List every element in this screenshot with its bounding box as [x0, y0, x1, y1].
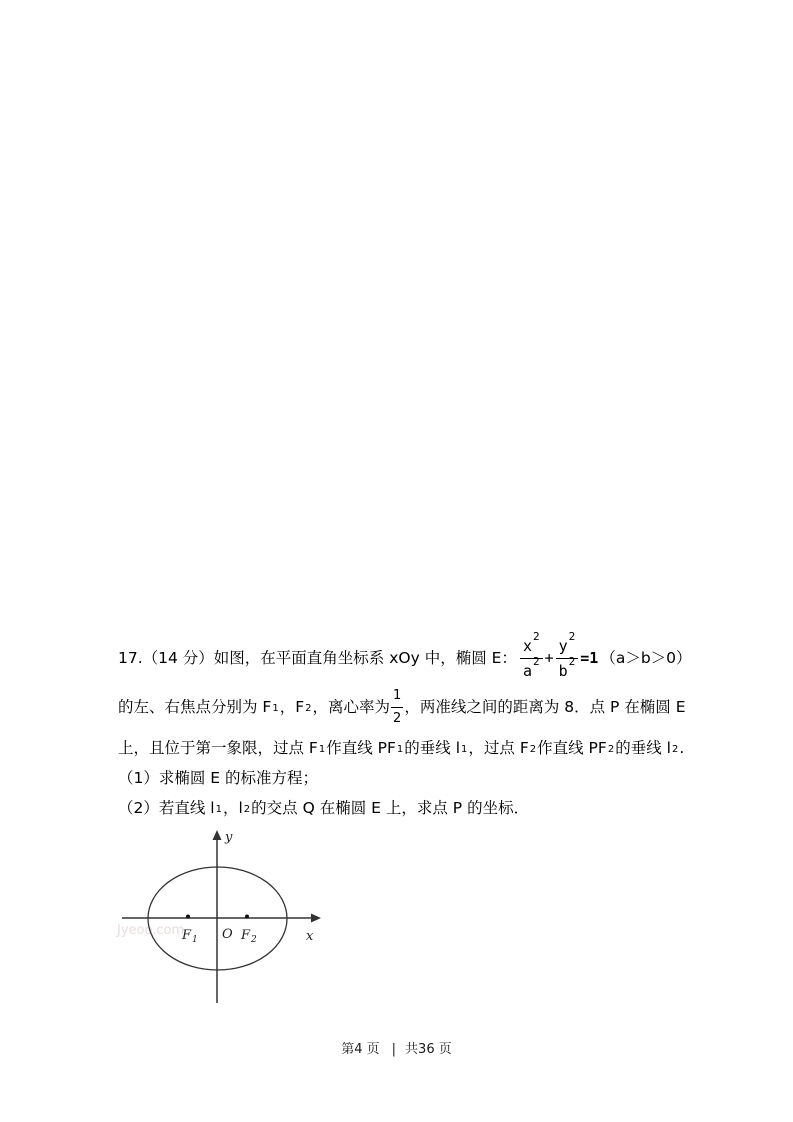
statement-text: ，两准线之间的距离为 8．点 P 在椭圆 E — [404, 698, 686, 716]
statement-text: 作直线 PF — [537, 739, 607, 757]
fraction-numerator: 1 — [391, 686, 403, 708]
x-axis-arrow-icon — [311, 914, 321, 923]
ellipse-figure — [113, 823, 328, 1008]
statement-text: ，离心率为 — [312, 698, 391, 716]
question-line-3: 上，且位于第一象限，过点 F $_1$ 作直线 PF $_1$ 的垂线 l $_1$ ，过点 F $_2$ 作直线 PF $_2$ 的垂线 l $_2$ . — [118, 739, 685, 757]
focus1-subscript: 1 — [192, 935, 198, 945]
exponent: 2 — [532, 654, 540, 668]
fraction-x2-a2 — [520, 629, 543, 681]
footer-separator: | — [391, 1042, 397, 1057]
subquestion-2-text: ，l — [222, 799, 243, 817]
fraction-numerator: $y^2$ — [556, 636, 579, 659]
question-lead-text: 17.（14 分）如图，在平面直角坐标系 xOy 中，椭圆 E： — [118, 649, 517, 667]
statement-text: 的垂线 l — [404, 739, 461, 757]
y-axis-arrow-icon — [213, 830, 222, 840]
question-condition-text: （a＞b＞0） — [600, 649, 692, 667]
question-line-2: 的左、右焦点分别为 F $_1$ ，F $_2$ ，离心率为 $\frac{1}{2}$ ，两准线之间的距离为 8．点 P 在椭圆 E — [118, 684, 686, 730]
focus1-label: F — [182, 928, 192, 943]
focus2-subscript: 2 — [251, 935, 257, 945]
subquestion-2: （2）若直线 l $_1$ ，l $_2$ 的交点 Q 在椭圆 E 上，求点 P 的坐标． — [118, 799, 530, 817]
focus2-dot — [245, 915, 249, 919]
exponent: 2 — [532, 629, 540, 643]
origin-label: O — [222, 927, 233, 942]
exponent: 2 — [568, 629, 576, 643]
fraction-denominator: $b^2$ — [558, 654, 576, 680]
fraction-denominator: $a^2$ — [522, 654, 540, 680]
subquestion-2-text: 的交点 Q 在椭圆 E 上，求点 P 的坐标． — [251, 799, 530, 817]
statement-text: 上，且位于第一象限，过点 F — [118, 739, 318, 757]
subquestion-2-text: （2）若直线 l — [118, 799, 215, 817]
x-axis-label: x — [306, 929, 314, 944]
statement-text: 的左、右焦点分别为 F — [118, 698, 272, 716]
question-line-1 — [118, 631, 692, 685]
fraction-y2-b2 — [556, 629, 579, 681]
y-axis-label: y — [225, 830, 233, 845]
statement-text: 的垂线 l — [615, 739, 671, 757]
statement-text: . — [679, 739, 685, 757]
footer-total-pages: 共36 页 — [405, 1042, 452, 1057]
fraction-numerator: $x^2$ — [520, 636, 543, 659]
equals-one: =1 — [580, 649, 599, 667]
watermark-text: Jyeoo.com — [117, 923, 185, 938]
subquestion-1 — [118, 768, 318, 788]
footer-page-number: 第4 页 — [341, 1042, 380, 1057]
focus2-label: F — [241, 928, 251, 943]
page-footer — [0, 1038, 793, 1057]
statement-text: ，F — [279, 698, 305, 716]
statement-text: ，过点 F — [468, 739, 529, 757]
exponent: 2 — [568, 654, 576, 668]
fraction-denominator: 2 — [393, 710, 402, 726]
ellipse-equation — [519, 629, 599, 681]
fraction-one-half — [391, 686, 403, 729]
focus1-dot — [186, 915, 190, 919]
plus-sign: + — [544, 649, 554, 667]
subquestion-1-text: （1）求椭圆 E 的标准方程； — [118, 769, 319, 787]
statement-text: 作直线 PF — [326, 739, 396, 757]
